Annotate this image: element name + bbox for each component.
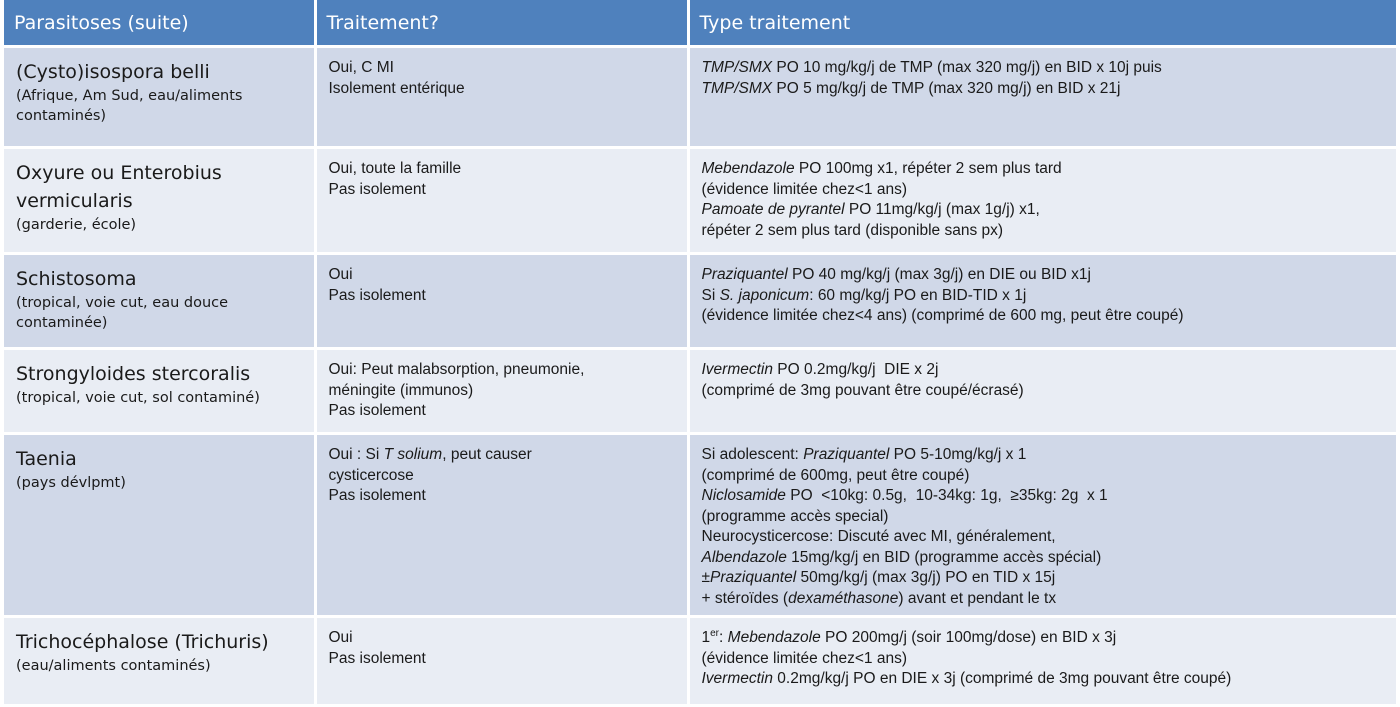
treatment-line: Oui, C MI	[328, 59, 394, 76]
treatment-cell	[315, 434, 688, 617]
parasitoses-table	[4, 0, 1396, 707]
treatment-type-line: répéter 2 sem plus tard (disponible sans px)	[701, 221, 1004, 239]
parasite-cell	[4, 434, 315, 617]
parasite-note: (pays dévlpmt)	[16, 475, 126, 491]
parasite-note: (tropical, voie cut, eau douce	[16, 295, 229, 311]
table-header-row	[4, 0, 1396, 47]
treatment-type-cell	[688, 47, 1396, 148]
parasite-note: (eau/aliments contaminés)	[16, 658, 211, 674]
parasite-cell	[4, 148, 315, 254]
treatment-line: Pas isolement	[328, 402, 426, 419]
parasite-cell	[4, 617, 315, 706]
parasite-cell	[4, 349, 315, 434]
treatment-type-line: (comprimé de 3mg pouvant être coupé/écrasé)	[701, 381, 1024, 399]
treatment-line: Oui: Peut malabsorption, pneumonie,	[328, 361, 585, 378]
parasite-name: (Cysto)isospora belli	[16, 61, 210, 83]
treatment-cell	[315, 254, 688, 349]
treatment-type-line: Ivermectin PO 0.2mg/kg/j DIE x 2j	[701, 361, 939, 378]
treatment-type-line: Praziquantel PO 40 mg/kg/j (max 3g/j) en DIE ou BID x1j	[701, 266, 1091, 283]
treatment-type-line: (évidence limitée chez<4 ans) (comprimé de 600 mg, peut être coupé)	[701, 307, 1184, 324]
treatment-type-line: Neurocysticercose: Discuté avec MI, généralement,	[701, 528, 1056, 545]
parasite-name: Oxyure ou Enterobius	[16, 162, 222, 184]
table-row	[4, 254, 1396, 349]
treatment-line: méningite (immunos)	[328, 381, 474, 399]
parasite-note: (Afrique, Am Sud, eau/aliments	[16, 88, 243, 104]
treatment-type-cell	[688, 434, 1396, 617]
parasite-name: Taenia	[16, 448, 77, 470]
treatment-line: Oui	[328, 266, 353, 283]
treatment-type-line: Ivermectin 0.2mg/kg/j PO en DIE x 3j (comprimé de 3mg pouvant être coupé)	[701, 670, 1232, 687]
treatment-type-line: (évidence limitée chez<1 ans)	[701, 649, 907, 667]
treatment-line: Oui	[328, 629, 353, 646]
treatment-line: Oui : Si T solium, peut causer	[328, 446, 532, 463]
treatment-type-line: ±Praziquantel 50mg/kg/j (max 3g/j) PO en TID x 15j	[701, 569, 1056, 586]
header-traitement: Traitement?	[315, 0, 688, 47]
treatment-type-line: TMP/SMX PO 5 mg/kg/j de TMP (max 320 mg/j) en BID x 21j	[701, 79, 1121, 97]
treatment-line: cysticercose	[328, 466, 414, 484]
treatment-line: Pas isolement	[328, 487, 426, 504]
treatment-type-line: Si S. japonicum: 60 mg/kg/j PO en BID-TID x 1j	[701, 286, 1027, 304]
treatment-line: Pas isolement	[328, 286, 426, 304]
parasite-cell	[4, 47, 315, 148]
treatment-type-line: Mebendazole PO 100mg x1, répéter 2 sem plus tard	[701, 160, 1062, 177]
treatment-line: Isolement entérique	[328, 79, 465, 97]
treatment-type-line: Si adolescent: Praziquantel PO 5-10mg/kg/j x 1	[701, 446, 1027, 463]
parasite-cell	[4, 254, 315, 349]
parasite-name: Strongyloides stercoralis	[16, 363, 251, 385]
treatment-cell	[315, 349, 688, 434]
treatment-type-cell	[688, 617, 1396, 706]
treatment-line: Pas isolement	[328, 180, 426, 198]
parasite-note: (tropical, voie cut, sol contaminé)	[16, 390, 260, 406]
treatment-cell	[315, 148, 688, 254]
treatment-line: Oui, toute la famille	[328, 160, 462, 177]
parasite-note: contaminés)	[16, 108, 107, 124]
table-row	[4, 617, 1396, 706]
table-row	[4, 434, 1396, 617]
treatment-type-cell	[688, 148, 1396, 254]
parasite-note: (garderie, école)	[16, 217, 137, 233]
treatment-line: Pas isolement	[328, 649, 426, 667]
parasite-name: Trichocéphalose (Trichuris)	[16, 631, 269, 653]
treatment-type-line: Albendazole 15mg/kg/j en BID (programme accès spécial)	[701, 548, 1102, 566]
table-row	[4, 148, 1396, 254]
header-parasitoses: Parasitoses (suite)	[4, 0, 315, 47]
treatment-type-cell	[688, 254, 1396, 349]
treatment-cell	[315, 47, 688, 148]
table-row	[4, 349, 1396, 434]
treatment-type-line: Pamoate de pyrantel PO 11mg/kg/j (max 1g/j) x1,	[701, 201, 1040, 218]
treatment-type-line: Niclosamide PO <10kg: 0.5g, 10-34kg: 1g, ≥35kg: 2g x 1	[701, 487, 1108, 504]
parasite-name: Schistosoma	[16, 268, 137, 290]
treatment-type-line: TMP/SMX PO 10 mg/kg/j de TMP (max 320 mg/j) en BID x 10j puis	[701, 59, 1162, 76]
header-type-traitement: Type traitement	[688, 0, 1396, 47]
treatment-type-line: 1er: Mebendazole PO 200mg/j (soir 100mg/dose) en BID x 3j	[701, 627, 1117, 646]
table-row	[4, 47, 1396, 148]
treatment-type-line: (programme accès special)	[701, 507, 889, 525]
parasite-note: contaminée)	[16, 315, 108, 331]
treatment-type-cell	[688, 349, 1396, 434]
treatment-type-line: (comprimé de 600mg, peut être coupé)	[701, 466, 970, 484]
treatment-cell	[315, 617, 688, 706]
treatment-type-line: + stéroïdes (dexaméthasone) avant et pendant le tx	[701, 589, 1057, 607]
treatment-type-line: (évidence limitée chez<1 ans)	[701, 180, 907, 198]
parasite-name: vermicularis	[16, 190, 133, 212]
